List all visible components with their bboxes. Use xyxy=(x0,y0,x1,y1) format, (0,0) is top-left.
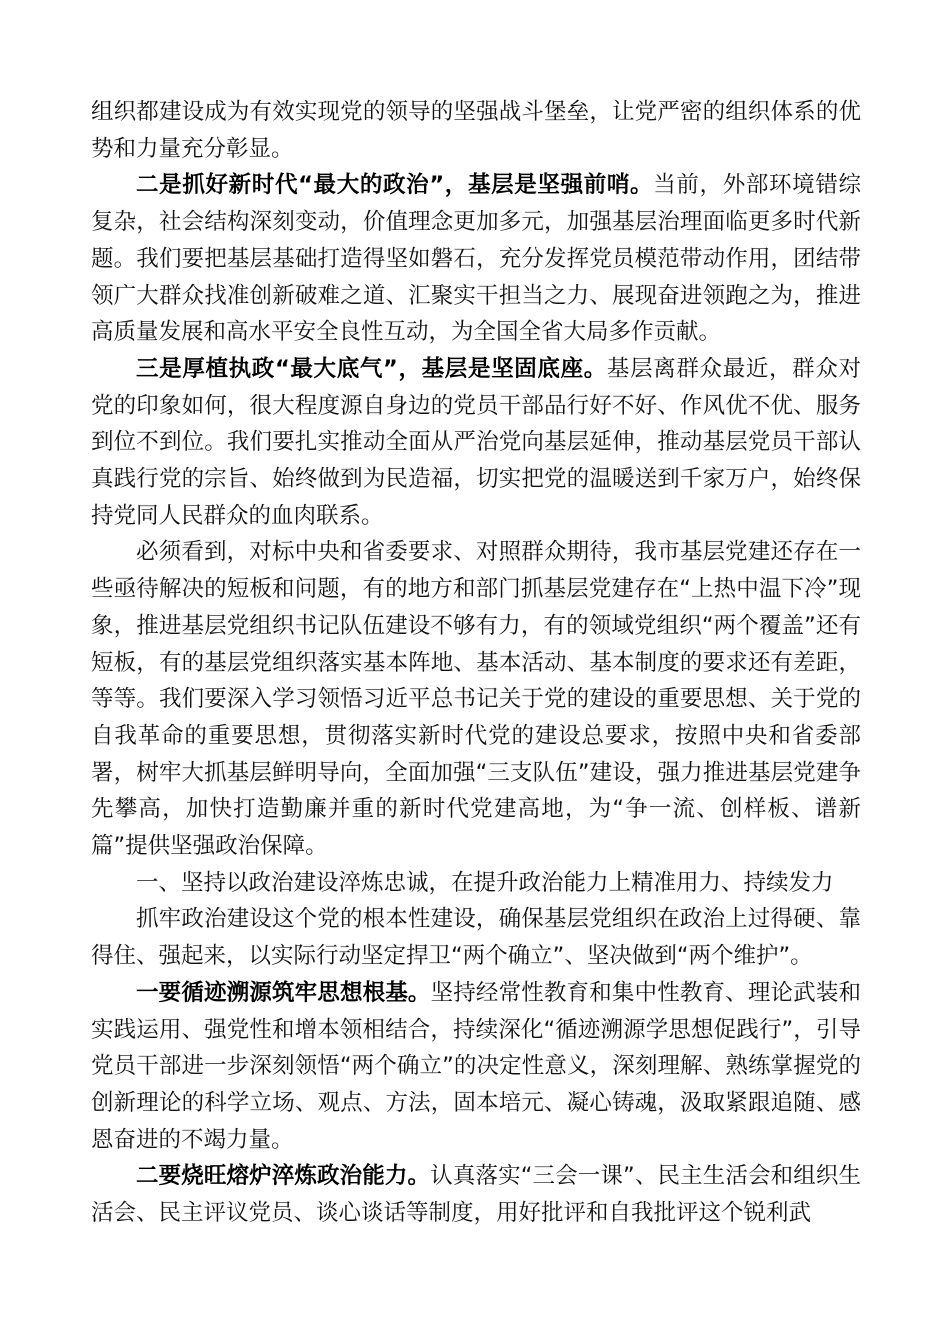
paragraph-second-point xyxy=(91,167,861,351)
document-body xyxy=(91,94,861,1232)
paragraph-third-point xyxy=(91,351,861,535)
paragraph-text: 必须看到，对标中央和省委要求、对照群众期待，我市基层党建还存在一些亟待解决的短板和问题，有的地方和部门抓基层党建存在“上热中温下冷”现象，推进基层党组织书记队伍建设不够有力，有的领域党组织“两个覆盖”还有短板，有的基层党组织落实基本阵地、基本活动、基本制度的要求还有差距，等等。我们要深入学习领悟习近平总书记关于党的建设的重要思想、关于党的自我革命的重要思想，贯彻落实新时代党的建设总要求，按照中央和省委部署，树牢大抓基层鲜明导向，全面加强“三支队伍”建设，强力推进基层党建争先攀高，加快打造勤廉并重的新时代党建高地，为“争一流、创样板、谱新篇”提供坚强政治保障。 xyxy=(91,539,861,860)
paragraph-point-one xyxy=(91,975,861,1159)
paragraph-point-two xyxy=(91,1158,861,1231)
paragraph-text: 抓牢政治建设这个党的根本性建设，确保基层党组织在政治上过得硬、靠得住、强起来，以实际行动坚定捍卫“两个确立”、坚决做到“两个维护”。 xyxy=(91,906,861,970)
section-heading-one xyxy=(91,865,861,902)
paragraph-continuation xyxy=(91,94,861,167)
paragraph-text: 基层离群众最近，群众对党的印象如何，很大程度源自身边的党员干部品行好不好、作风优不优、服务到位不到位。我们要扎实推动全面从严治党向基层延伸，推动基层党员干部认真践行党的宗旨、始终做到为民造福，切实把党的温暖送到千家万户，始终保持党同人民群众的血肉联系。 xyxy=(91,355,861,529)
paragraph-text: 认真落实“三会一课”、民主生活会和组织生活会、民主评议党员、谈心谈话等制度，用好批评和自我批评这个锐利武 xyxy=(91,1163,861,1227)
paragraph-lead-heading: 三是厚植执政“最大底气”，基层是坚固底座。 xyxy=(136,355,607,382)
paragraph-section-intro xyxy=(91,901,861,974)
paragraph-text: 当前，外部环境错综复杂，社会结构深刻变动，价值理念更加多元，加强基层治理面临更多时代新题。我们要把基层基础打造得坚如磐石，充分发挥党员模范带动作用，团结带领广大群众找准创新破难之道、汇聚实干担当之力、展现奋进领跑之为，推进高质量发展和高水平安全良性互动，为全国全省大局多作贡献。 xyxy=(91,172,861,346)
section-heading-text: 一、坚持以政治建设淬炼忠诚，在提升政治能力上精准用力、持续发力 xyxy=(136,869,834,896)
paragraph-problems xyxy=(91,534,861,864)
paragraph-lead-heading: 一要循迹溯源筑牢思想根基。 xyxy=(136,979,431,1006)
paragraph-text: 坚持经常性教育和集中性教育、理论武装和实践运用、强党性和增本领相结合，持续深化“循迹溯源学思想促践行”，引导党员干部进一步深刻领悟“两个确立”的决定性意义，深刻理解、熟练掌握党的创新理论的科学立场、观点、方法，固本培元、凝心铸魂，汲取紧跟追随、感恩奋进的不竭力量。 xyxy=(91,979,861,1153)
paragraph-lead-heading: 二要烧旺熔炉淬炼政治能力。 xyxy=(136,1163,431,1190)
paragraph-lead-heading: 二是抓好新时代“最大的政治”，基层是坚强前哨。 xyxy=(136,172,654,199)
paragraph-text: 组织都建设成为有效实现党的领导的坚强战斗堡垒，让党严密的组织体系的优势和力量充分彰显。 xyxy=(91,99,861,162)
